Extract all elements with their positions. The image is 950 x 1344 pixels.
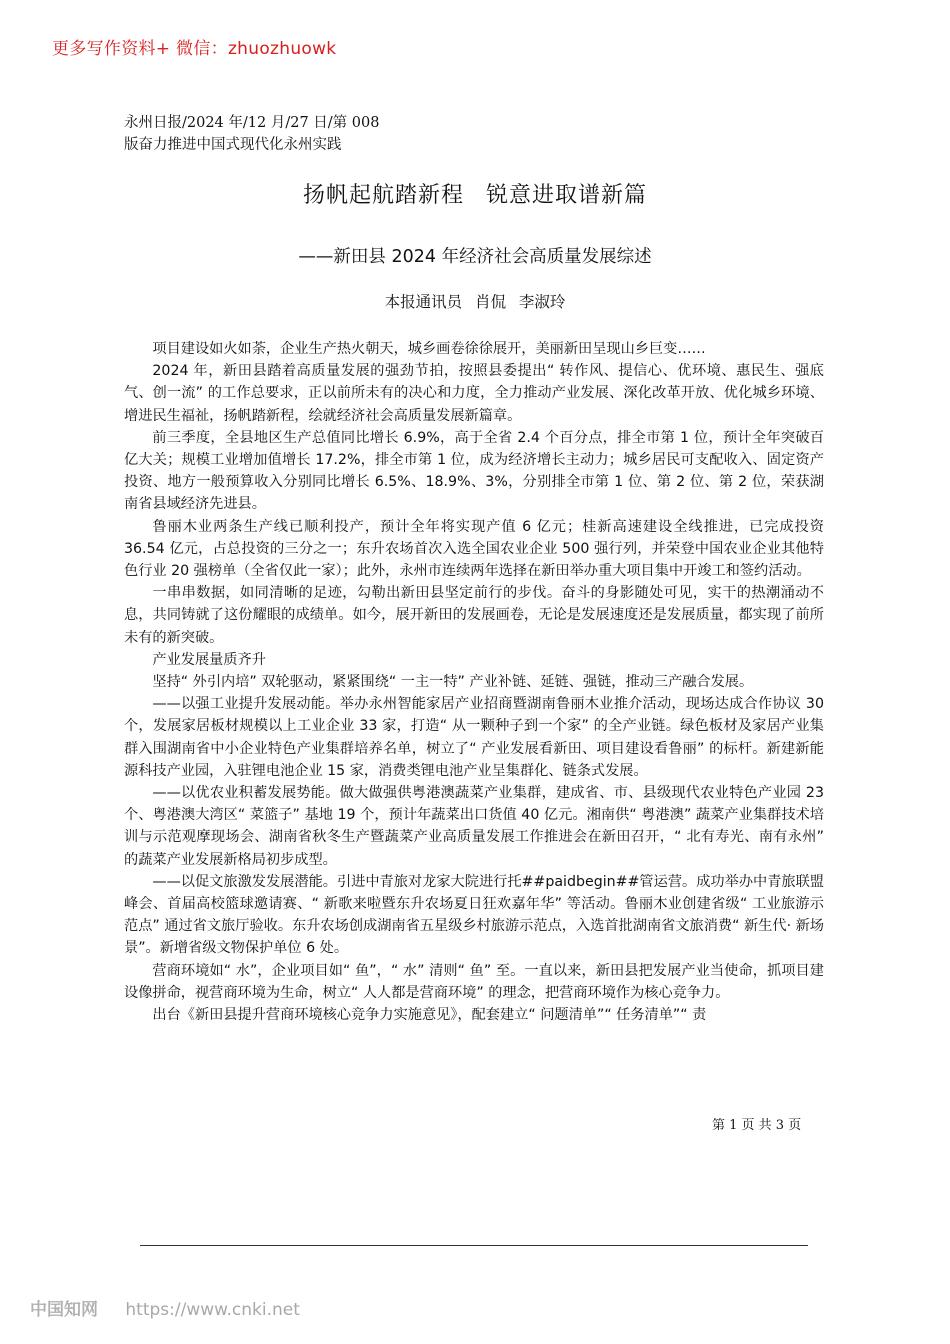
paragraph: 出台《新田县提升营商环境核心竞争力实施意见》，配套建立“ 问题清单”“ 任务清单”“ 责	[152, 1007, 707, 1024]
paragraph: 项目建设如火如荼，企业生产热火朝天，城乡画卷徐徐展开，美丽新田呈现山乡巨变……	[152, 341, 706, 357]
source-info	[124, 112, 454, 156]
paragraph: 坚持“ 外引内培” 双轮驱动，紧紧围绕“ 一主一特” 产业补链、延链、强链，推动三产融合发展。	[152, 674, 754, 691]
paragraph: 鲁丽木业两条生产线已顺利投产，预计全年将实现产值 6 亿元；桂新高速建设全线推进，已完成投资 36.54 亿元，占总投资的三分之一；东升农场首次入选全国农业企业 500 强行列，并荣登中国农业企业其他特色行业 20 强榜单（全省仅此一家）；此外，永州市连续两年选择在新田举办重大项目集中开竣工和签约活动。	[124, 518, 824, 580]
paragraph: 营商环境如“ 水”，企业项目如“ 鱼”，“ 水” 清则“ 鱼” 至。一直以来，新田县把发展产业当使命，抓项目建设像拼命，视营商环境为生命，树立“ 人人都是营商环境” 的理念，把营商环境作为核心竞争力。	[124, 962, 824, 1001]
cnki-url: https://www.cnki.net	[125, 1300, 300, 1320]
paragraph: 2024 年，新田县踏着高质量发展的强劲节拍，按照县委提出“ 转作风、提信心、优环境、惠民生、强底气、创一流” 的工作总要求，正以前所未有的决心和力度，全力推动产业发展、深化改革开放、优化城乡环境、增进民生福祉，扬帆踏新程，绘就经济社会高质量发展新篇章。	[124, 363, 824, 424]
source-line-2: 版奋力推进中国式现代化永州实践	[124, 137, 342, 153]
source-line-1: 永州日报/2024 年/12 月/27 日/第 008	[124, 115, 380, 131]
article-subtitle: ——新田县 2024 年经济社会高质量发展综述	[298, 247, 652, 267]
promo-banner: 更多写作资料+ 微信：zhuozhuowk	[52, 39, 337, 59]
paragraph: ——以促文旅激发发展潜能。引进中青旅对龙家大院进行托##paidbegin##管运营。成功举办中青旅联盟峰会、首届高校篮球邀请赛、“ 新歌来啦暨东升农场夏日狂欢嘉年华” 等活动。鲁丽木业创建省级“ 工业旅游示范点” 通过省文旅厅验收。东升农场创成湖南省五星级乡村旅游示范点，入选首批湖南省文旅消费“ 新生代· 新场景”。新增省级文物保护单位 6 处。	[124, 873, 824, 957]
section-heading: 产业发展量质齐升	[152, 651, 266, 668]
paragraph: ——以优农业积蓄发展势能。做大做强供粤港澳蔬菜产业集群，建成省、市、县级现代农业特色产业园 23 个、粤港澳大湾区“ 菜篮子” 基地 19 个，预计年蔬菜出口货值 40 亿元。湘南供“ 粤港澳” 蔬菜产业集群技术培训与示范观摩现场会、湖南省秋冬生产暨蔬菜产业高质量发展工作推进会在新田召开，“ 北有寿光、南有永州” 的蔬菜产业发展新格局初步成型。	[124, 785, 824, 868]
paragraph: ——以强工业提升发展动能。举办永州智能家居产业招商暨湖南鲁丽木业推介活动，现场达成合作协议 30 个，发展家居板材规模以上工业企业 33 家，打造“ 从一颗种子到一个家” 的全产业链。绿色板材及家居产业集群入围湖南省中小企业特色产业集群培养名单，树立了“ 产业发展看新田、项目建设看鲁丽” 的标杆。新建新能源科技产业园，入驻锂电池企业 15 家，消费类锂电池产业呈集群化、链条式发展。	[124, 696, 824, 779]
cnki-logo: 中国知网	[30, 1300, 98, 1320]
paragraph: 前三季度，全县地区生产总值同比增长 6.9%，高于全省 2.4 个百分点，排全市第 1 位，预计全年突破百亿大关；规模工业增加值增长 17.2%，排全市第 1 位，成为经济增长主动力；城乡居民可支配收入、固定资产投资、地方一般预算收入分别同比增长 6.5%、18.9%、3%，分别排全市第 1 位、第 2 位、第 2 位，荣获湖南省县域经济先进县。	[124, 429, 824, 513]
article-title: 扬帆起航踏新程 锐意进取谱新篇	[303, 183, 647, 208]
page-number: 第 1 页 共 3 页	[712, 1118, 802, 1133]
article-byline: 本报通讯员 肖侃 李淑玲	[384, 293, 566, 311]
cnki-watermark	[30, 1295, 300, 1320]
paragraph: 一串串数据，如同清晰的足迹，勾勒出新田县坚定前行的步伐。奋斗的身影随处可见，实干的热潮涌动不息，共同铸就了这份耀眼的成绩单。如今，展开新田的发展画卷，无论是发展速度还是发展质量，都实现了前所未有的新突破。	[124, 585, 824, 646]
article-body	[124, 338, 824, 1026]
footer-divider	[140, 1245, 808, 1246]
